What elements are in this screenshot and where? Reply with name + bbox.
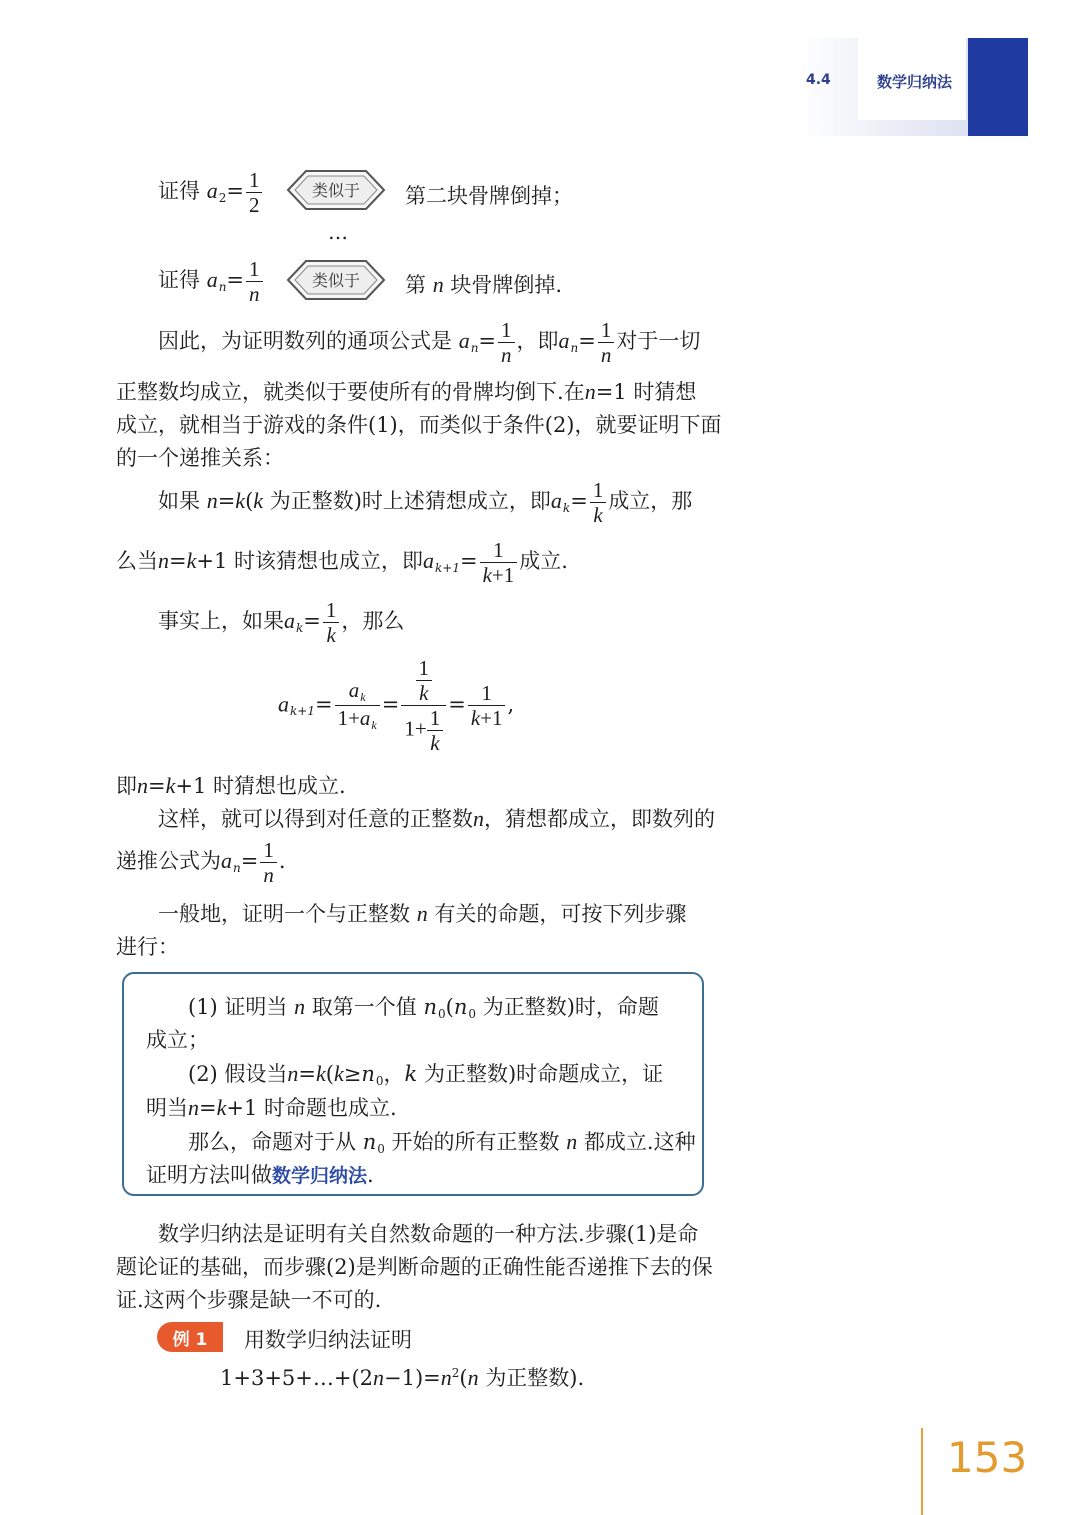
- section-number: 4.4: [806, 72, 831, 88]
- para7-line3: 证.这两个步骤是缺一不可的.: [116, 1288, 382, 1312]
- para4-line1: 即n=k+1 时猜想也成立.: [116, 773, 346, 798]
- step1-line2: 成立；: [146, 1028, 209, 1052]
- para2-line2: 么当n=k+1 时该猜想也成立，即$a_{k+1}=$ $\frac{1}{k+1}$ 成立.: [116, 538, 568, 588]
- conclusion-line2: 证明方法叫做数学归纳法.: [146, 1163, 374, 1187]
- analogy-badge-label: 类似于: [311, 271, 361, 290]
- row-prefix: 证得: [158, 179, 200, 204]
- para7-line2: 题论证的基础，而步骤(2)是判断命题的正确性能否递推下去的保: [116, 1255, 713, 1279]
- header-blue-block: [968, 38, 1028, 136]
- para1-line2: 正整数均成立，就类似于要使所有的骨牌均倒下.在n=1 时猜想: [116, 379, 697, 404]
- highlight-term: 数学归纳法: [272, 1165, 368, 1187]
- para6-line2: 进行：: [116, 935, 179, 959]
- row-n-result: 第 n 块骨牌倒掉.: [405, 272, 563, 297]
- analogy-badge-2: [286, 258, 386, 302]
- para1-line3: 成立，就相当于游戏的条件(1)，而类似于条件(2)，就要证明下面: [116, 413, 722, 437]
- section-title: 数学归纳法: [877, 73, 953, 91]
- para7-line1: 数学归纳法是证明有关自然数命题的一种方法.步骤(1)是命: [158, 1222, 699, 1246]
- conclusion-line1: 那么，命题对于从 n0 开始的所有正整数 n 都成立.这种: [188, 1129, 696, 1156]
- para2-line1: 如果 n=k(k 为正整数)时上述猜想成立，即$a_k=$ $\frac{1}{k}$ 成立，那: [158, 478, 693, 528]
- ellipsis: …: [328, 220, 348, 244]
- analogy-badge-1: [286, 168, 386, 212]
- analogy-row-n: 证得 $a_n=$ $\frac{1}{n}$: [158, 257, 265, 306]
- para5-line2: 递推公式为$a_n=$ $\frac{1}{n}$ .: [116, 838, 286, 888]
- para1-line1: 因此，为证明数列的通项公式是 $a_n=$ $\frac{1}{n}$ ，即$a_n=$ $\frac{1}{n}$ 对于一切: [158, 318, 701, 368]
- page-number-rule: [921, 1428, 923, 1515]
- para6-line1: 一般地，证明一个与正整数 n 有关的命题，可按下列步骤: [158, 901, 687, 926]
- example-tag: 例 1: [157, 1322, 223, 1352]
- para3-line1: 事实上，如果$a_k=$ $\frac{1}{k}$ ，那么: [158, 598, 405, 648]
- step2-line1: (2) 假设当n=k(k≥n0，k 为正整数)时命题成立，证: [188, 1061, 664, 1088]
- analogy-row-2: 证得 a2= $\frac{1}{2}$: [158, 168, 264, 217]
- step1-line1: (1) 证明当 n 取第一个值 n0(n0 为正整数)时，命题: [188, 994, 659, 1021]
- example-title: 用数学归纳法证明: [244, 1328, 412, 1352]
- para5-line1: 这样，就可以得到对任意的正整数n，猜想都成立，即数列的: [158, 806, 715, 831]
- double-arrow-icon: [286, 168, 386, 212]
- row-prefix: 证得: [158, 268, 200, 293]
- analogy-badge-label: 类似于: [311, 181, 361, 200]
- row-2-result: 第二块骨牌倒掉；: [405, 184, 573, 208]
- display-equation: $a_{k+1}=$ $\frac{a_k}{1+a_k}$ = $\frac{1}{k}$ 1+ $\frac{1}{k}$ = $\frac{1}{k+1}$ ,: [278, 656, 515, 756]
- double-arrow-icon: [286, 258, 386, 302]
- page-number: 153: [947, 1433, 1028, 1482]
- para1-line4: 的一个递推关系：: [116, 446, 284, 470]
- example-formula: $1+3+5+\dots+(2n-1)=n^2(n$ 为正整数).: [220, 1365, 585, 1390]
- step2-line2: 明当n=k+1 时命题也成立.: [146, 1095, 397, 1120]
